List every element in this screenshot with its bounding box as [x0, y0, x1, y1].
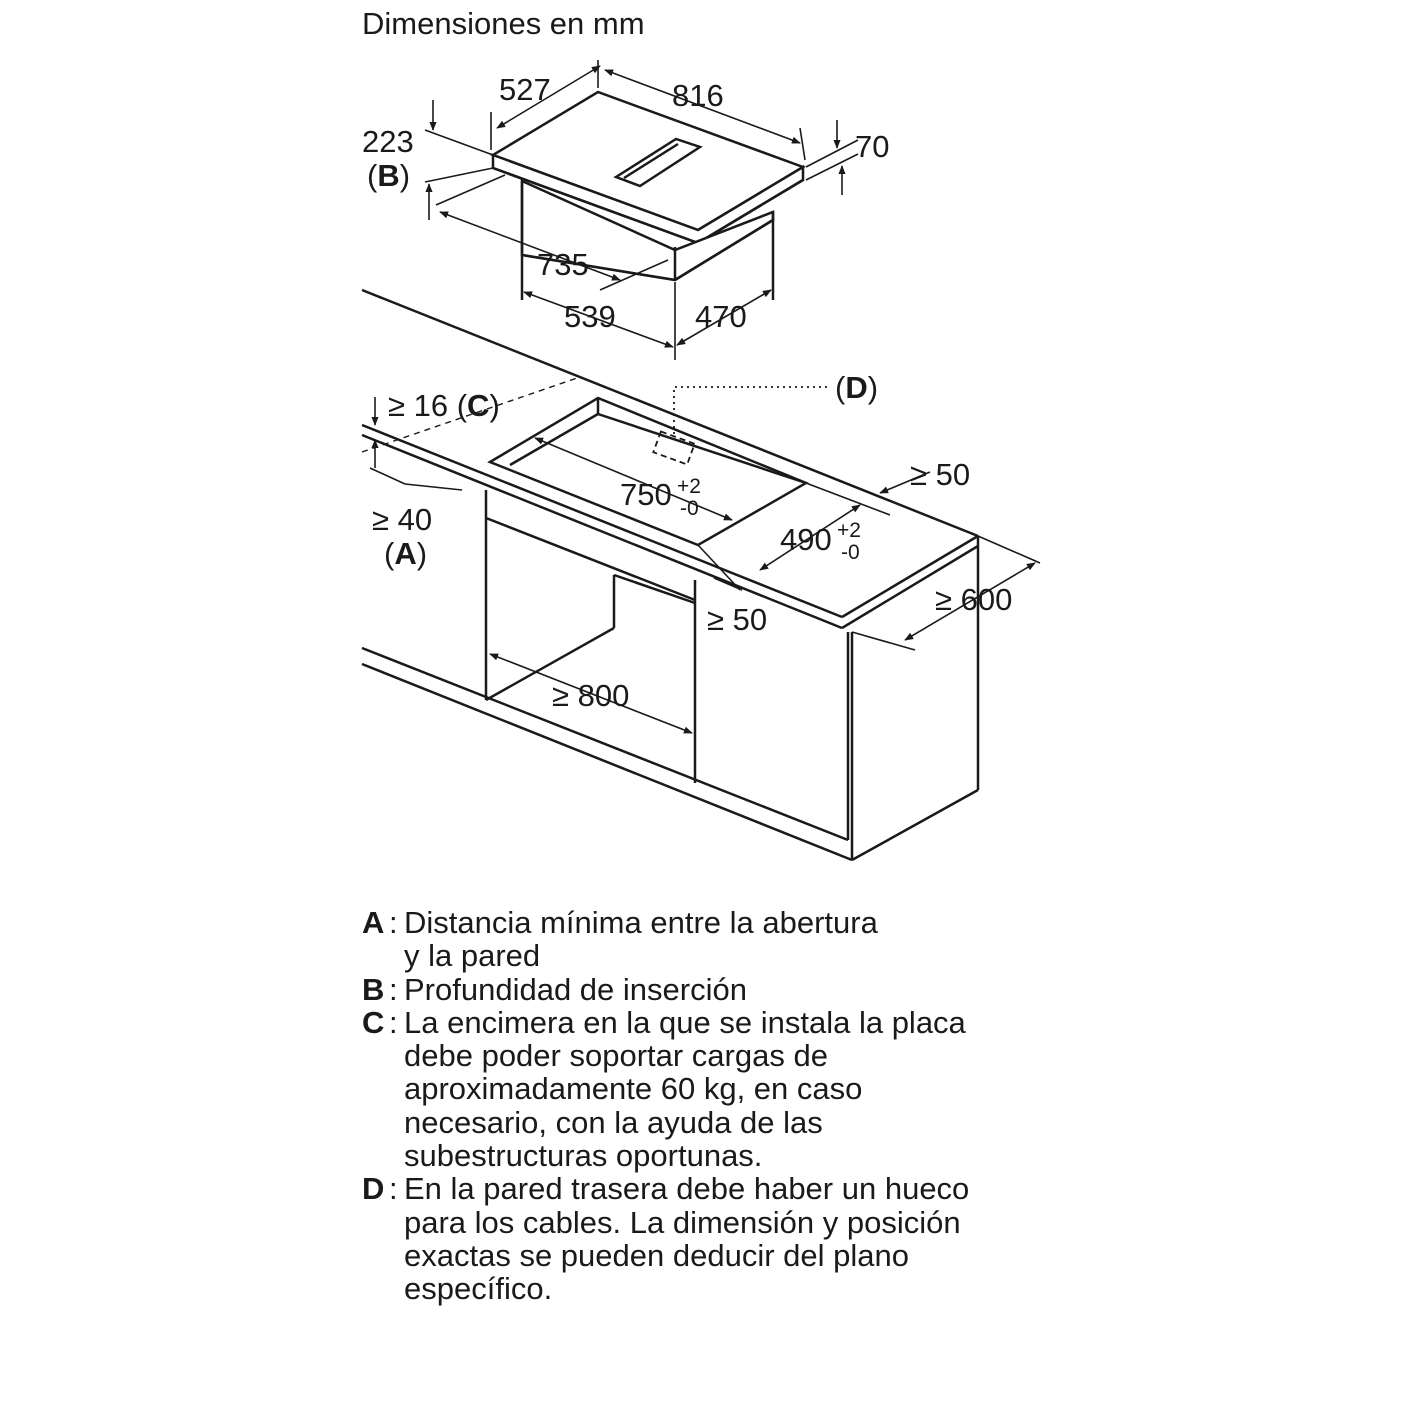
dim-body-width: 735: [537, 247, 589, 282]
legend-colon: :: [389, 1171, 398, 1207]
marker-b: B: [377, 158, 400, 193]
dim-hob-height: 70: [855, 129, 890, 164]
legend-text: La encimera en la que se instala la placa debe poder soportar cargas de aproximadamente 60 kg, en caso necesario, con la ayuda de las subestructuras oportunas.: [404, 1004, 966, 1174]
worktop-cutout: [490, 398, 806, 545]
legend-colon: :: [389, 1004, 398, 1040]
diagram-title: Dimensiones en mm: [362, 6, 645, 41]
legend-item-a: [362, 906, 1062, 973]
dim-cutout-depth-tol-plus: +2: [837, 519, 861, 542]
marker-a-label: (A): [384, 536, 428, 571]
kitchen-unit-drawing: [362, 290, 978, 860]
legend-text: Profundidad de inserción: [404, 971, 747, 1007]
marker-b-label: (B): [367, 158, 411, 193]
legend-item-c: [362, 1006, 1062, 1172]
dim-cutout-width-tol-minus: -0: [680, 497, 699, 520]
dim-front-distance: ≥ 50: [707, 602, 768, 637]
dim-side-distance: ≥ 50: [910, 457, 971, 492]
dim-cutout-width-tol-plus: +2: [677, 475, 701, 498]
dim-hob-depth: 527: [499, 72, 551, 107]
legend-item-d: [362, 1172, 1062, 1305]
dim-worktop-thickness: ≥ 16 (C): [388, 388, 500, 423]
legend-colon: :: [389, 971, 398, 1007]
marker-d: D: [845, 370, 868, 405]
marker-c: C: [467, 388, 490, 423]
dim-worktop-depth: ≥ 600: [935, 582, 1013, 617]
dim-wall-distance: ≥ 40: [372, 502, 433, 537]
legend-key: C: [362, 1004, 385, 1040]
legend-text: Distancia mínima entre la abertura y la pared: [404, 905, 878, 974]
legend-key: A: [362, 905, 385, 940]
legend: [362, 906, 1062, 1306]
legend-item-b: [362, 973, 1062, 1006]
marker-d-label: (D): [835, 370, 879, 405]
legend-text: En la pared trasera debe haber un hueco para los cables. La dimensión y posición exactas se pueden deducir del plano específico.: [404, 1171, 970, 1307]
dim-body-depth: 539: [564, 299, 616, 334]
dim-cutout-width: 750: [620, 477, 672, 512]
dim-cabinet-width: ≥ 800: [552, 678, 630, 713]
dim-cutout-depth-tol-minus: -0: [841, 541, 860, 564]
dim-hob-width: 816: [672, 78, 724, 113]
dim-insertion-depth: 223: [362, 124, 414, 159]
legend-colon: :: [389, 905, 398, 940]
dim-cutout-depth: 490: [780, 522, 832, 557]
dim-body-offset: 470: [695, 299, 747, 334]
marker-a: A: [394, 536, 417, 571]
legend-key: D: [362, 1171, 385, 1207]
legend-key: B: [362, 971, 385, 1007]
